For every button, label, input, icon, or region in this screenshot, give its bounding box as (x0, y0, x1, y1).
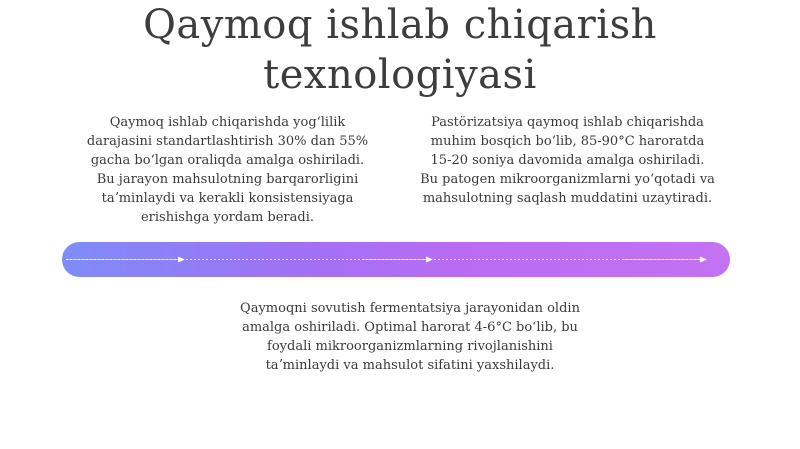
timeline-arrow-2 (362, 257, 433, 263)
page-title (0, 0, 800, 100)
timeline-arrows (62, 242, 730, 277)
timeline-arrow-1 (66, 257, 185, 263)
timeline-bar (62, 242, 730, 277)
title-line-2: texnologiyasi (263, 52, 537, 98)
step-1-text: Qaymoq ishlab chiqarishda yogʻlilik darajasini standartlashtirish 30% dan 55% gacha boʻlgan oraliqda amalga oshiriladi. Bu jarayon mahsulotning barqarorligini taʼminlaydi va kerakli konsistensiyaga erishishga yordam beradi. (86, 115, 369, 225)
timeline-arrow-3 (622, 257, 707, 263)
step-3-text: Qaymoqni sovutish fermentatsiya jarayonidan oldin amalga oshiriladi. Optimal harorat 4-6°C boʻlib, bu foydali mikroorganizmlarning rivojlanishini taʼminlaydi va mahsulot sifatini yaxshilaydi. (240, 301, 580, 373)
title-line-1: Qaymoq ishlab chiqarish (143, 2, 657, 48)
step-2-text: Pastörizatsiya qaymoq ishlab chiqarishda muhim bosqich boʻlib, 85-90°C haroratda 15-20 soniya davomida amalga oshiriladi. Bu patogen mikroorganizmlarni yoʻqotadi va mahsulotning saqlash muddatini uzaytiradi. (420, 115, 715, 206)
